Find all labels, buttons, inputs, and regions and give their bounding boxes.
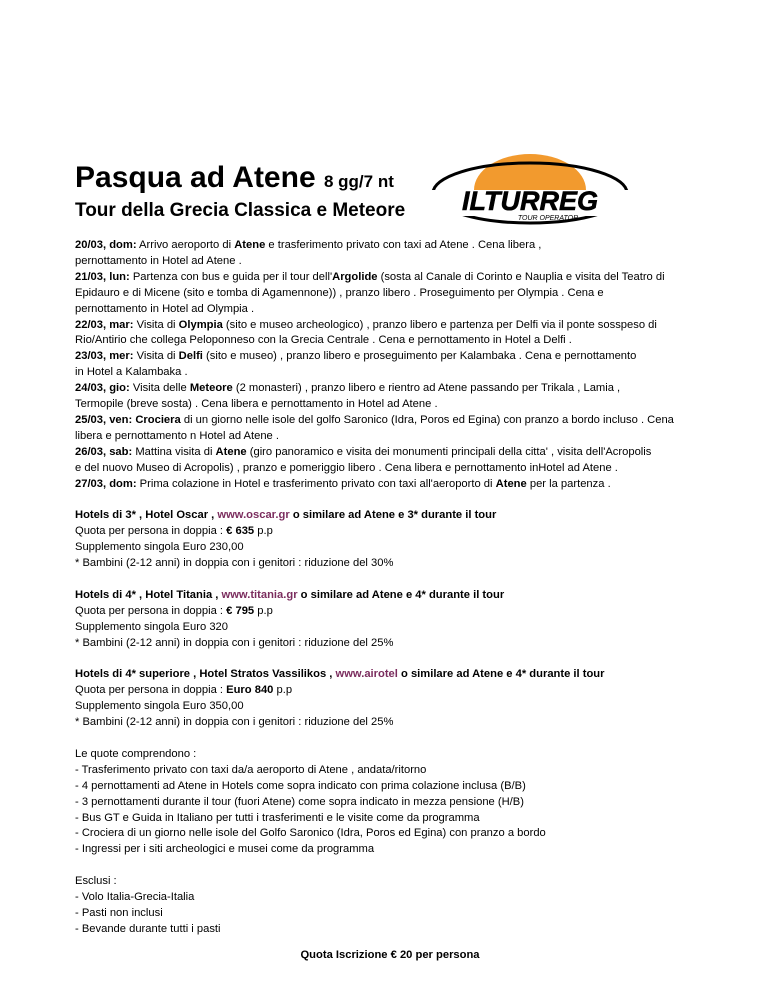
place-name: Crociera: [135, 413, 181, 426]
children-discount: * Bambini (2-12 anni) in doppia con i genitori : riduzione del 30%: [75, 557, 394, 570]
title-duration: 8 gg/7 nt: [323, 172, 394, 191]
day-label: 23/03, mer:: [75, 350, 134, 363]
day-text: (sito e museo archeologico) , pranzo libero e partenza per Delfi via il ponte sosspeso di: [222, 318, 657, 331]
registration-fee: Quota Iscrizione € 20 per persona: [300, 948, 480, 961]
ilturreg-logo: [430, 150, 630, 225]
hotel-note: o similare ad Atene e 3* durante il tour: [289, 509, 497, 522]
day-continuation: Termopile (breve sosta) . Cena libera e pernottamento in Hotel ad Atene .: [75, 398, 438, 411]
hotel-heading: [75, 508, 705, 524]
day-text: Arrivo aeroporto di: [136, 239, 235, 251]
logo-wordmark: ILTURREG: [462, 186, 598, 216]
day-text: (giro panoramico e visita dei monumenti principali della citta' , visita dell'Acropolis: [246, 445, 652, 458]
day-label: 24/03, gio:: [75, 382, 130, 395]
day-continuation: pernottamento in Hotel ad Olympia .: [75, 302, 255, 315]
itinerary: [75, 238, 705, 493]
place-name: Atene: [495, 477, 527, 490]
itinerary-day: [75, 238, 705, 254]
children-discount: * Bambini (2-12 anni) in doppia con i genitori : riduzione del 25%: [75, 636, 394, 649]
hotel-options: [75, 508, 705, 747]
hotel-note: o similare ad Atene e 4* durante il tour: [297, 588, 505, 601]
day-text: Visita di: [133, 350, 179, 363]
page-subtitle: Tour della Grecia Classica e Meteore: [75, 200, 406, 221]
excluded-item: - Pasti non inclusi: [75, 906, 163, 919]
place-name: Delfi: [178, 350, 203, 363]
excluded-heading: Esclusi :: [75, 875, 117, 888]
price-value: € 795: [226, 604, 255, 617]
day-label: 26/03, sab:: [75, 445, 133, 458]
day-continuation: e del nuovo Museo di Acropolis) , pranzo e pomeriggio libero . Cena libera e pernottamento inHotel ad Atene .: [75, 461, 618, 474]
day-text: Visita di: [133, 318, 179, 331]
logo-sun: [474, 154, 586, 190]
single-supplement: Supplemento singola Euro 230,00: [75, 541, 244, 554]
price-unit: p.p: [254, 525, 273, 538]
hotel-website-link[interactable]: www.airotel: [335, 668, 398, 681]
day-continuation: Epidauro e di Micene (sito e tomba di Agamennone)) , pranzo libero . Proseguimento per Olympia . Cena e: [75, 286, 604, 299]
day-label: 22/03, mar:: [75, 318, 134, 331]
hotel-heading: [75, 667, 705, 683]
day-continuation: in Hotel a Kalambaka .: [75, 366, 188, 379]
hotel-price: [75, 524, 705, 540]
day-text: per la partenza .: [526, 477, 611, 490]
day-text: (sito e museo) , pranzo libero e proseguimento per Kalambaka . Cena e pernottamento: [202, 350, 637, 363]
day-text: e trasferimento privato con taxi ad Atene . Cena libera ,: [265, 239, 542, 251]
day-text: di un giorno nelle isole del golfo Saronico (Idra, Poros ed Egina) con pranzo a bordo incluso . Cena: [180, 413, 674, 426]
price-unit: p.p: [254, 604, 273, 617]
included-item: - Ingressi per i siti archeologici e musei come da programma: [75, 843, 375, 856]
price-label: Quota per persona in doppia :: [75, 525, 227, 538]
day-text: Prima colazione in Hotel e trasferimento privato con taxi all'aeroporto di: [136, 477, 496, 490]
excluded-item: - Bevande durante tutti i pasti: [75, 922, 221, 935]
hotel-option: [75, 667, 705, 731]
price-unit: p.p: [273, 684, 293, 697]
excluded-item: - Volo Italia-Grecia-Italia: [75, 891, 195, 904]
day-label: 21/03, lun:: [75, 270, 130, 283]
hotel-name: Hotels di 3* , Hotel Oscar ,: [75, 509, 218, 522]
hotel-website-link[interactable]: www.oscar.gr: [217, 509, 290, 522]
included-item: - 3 pernottamenti durante il tour (fuori Atene) come sopra indicato in mezza pensione (H/B): [75, 795, 524, 808]
hotel-name: Hotels di 4* superiore , Hotel Stratos Vassilikos ,: [75, 668, 336, 681]
hotel-price: [75, 683, 705, 699]
included-item: - Bus GT e Guida in Italiano per tutti i trasferimenti e le visite come da programma: [75, 811, 480, 824]
hotel-name: Hotels di 4* , Hotel Titania ,: [75, 588, 222, 601]
included-heading: Le quote comprendono :: [75, 747, 197, 760]
hotel-price: [75, 604, 705, 620]
document-body: [75, 238, 705, 964]
itinerary-day: [75, 413, 705, 429]
place-name: Argolide: [332, 270, 378, 283]
children-discount: * Bambini (2-12 anni) in doppia con i genitori : riduzione del 25%: [75, 716, 394, 729]
itinerary-day: [75, 349, 705, 365]
included-item: - Trasferimento privato con taxi da/a aeroporto di Atene , andata/ritorno: [75, 763, 427, 776]
place-name: Atene: [215, 445, 247, 458]
day-text: Mattina visita di: [132, 445, 216, 458]
place-name: Olympia: [178, 318, 223, 331]
price-value: Euro 840: [226, 684, 274, 697]
included-item: - Crociera di un giorno nelle isole del Golfo Saronico (Idra, Poros ed Egina) con pranzo a bordo: [75, 827, 546, 840]
place-name: Atene: [234, 239, 266, 251]
day-text: Partenza con bus e guida per il tour dell': [129, 270, 333, 283]
day-continuation: libera e pernottamento n Hotel ad Atene .: [75, 429, 279, 442]
price-value: € 635: [226, 525, 255, 538]
logo-tagline: TOUR OPERATOR: [517, 215, 579, 222]
day-continuation: pernottamento in Hotel ad Atene .: [75, 254, 242, 267]
price-label: Quota per persona in doppia :: [75, 604, 227, 617]
day-text: (sosta al Canale di Corinto e Nauplia e visita del Teatro di: [377, 270, 665, 283]
day-label: 20/03, dom:: [75, 239, 137, 251]
included-section: [75, 747, 705, 858]
itinerary-day: [75, 381, 705, 397]
price-label: Quota per persona in doppia :: [75, 684, 227, 697]
day-text: Visita delle: [129, 382, 190, 395]
included-item: - 4 pernottamenti ad Atene in Hotels come sopra indicato con prima colazione inclusa (B/B): [75, 779, 526, 792]
hotel-website-link[interactable]: www.titania.gr: [221, 588, 298, 601]
day-text: (2 monasteri) , pranzo libero e rientro ad Atene passando per Trikala , Lamia ,: [232, 382, 621, 395]
single-supplement: Supplemento singola Euro 350,00: [75, 700, 244, 713]
itinerary-day: [75, 318, 705, 334]
hotel-heading: [75, 588, 705, 604]
title-main: Pasqua ad Atene: [75, 161, 316, 194]
place-name: Meteore: [189, 382, 233, 395]
single-supplement: Supplemento singola Euro 320: [75, 620, 229, 633]
hotel-note: o similare ad Atene e 4* durante il tour: [397, 668, 605, 681]
day-continuation: Rio/Antirio che collega Peloponneso con la Grecia Centrale . Cena e pernottamento in Hotel a Delfi .: [75, 334, 572, 347]
itinerary-day: [75, 445, 705, 461]
page-title: [75, 160, 394, 200]
day-label: 27/03, dom:: [75, 477, 137, 490]
hotel-option: [75, 588, 705, 652]
hotel-option: [75, 508, 705, 572]
itinerary-day: [75, 477, 705, 493]
day-label: 25/03, ven:: [75, 413, 133, 426]
itinerary-day: [75, 270, 705, 286]
excluded-section: [75, 874, 705, 938]
